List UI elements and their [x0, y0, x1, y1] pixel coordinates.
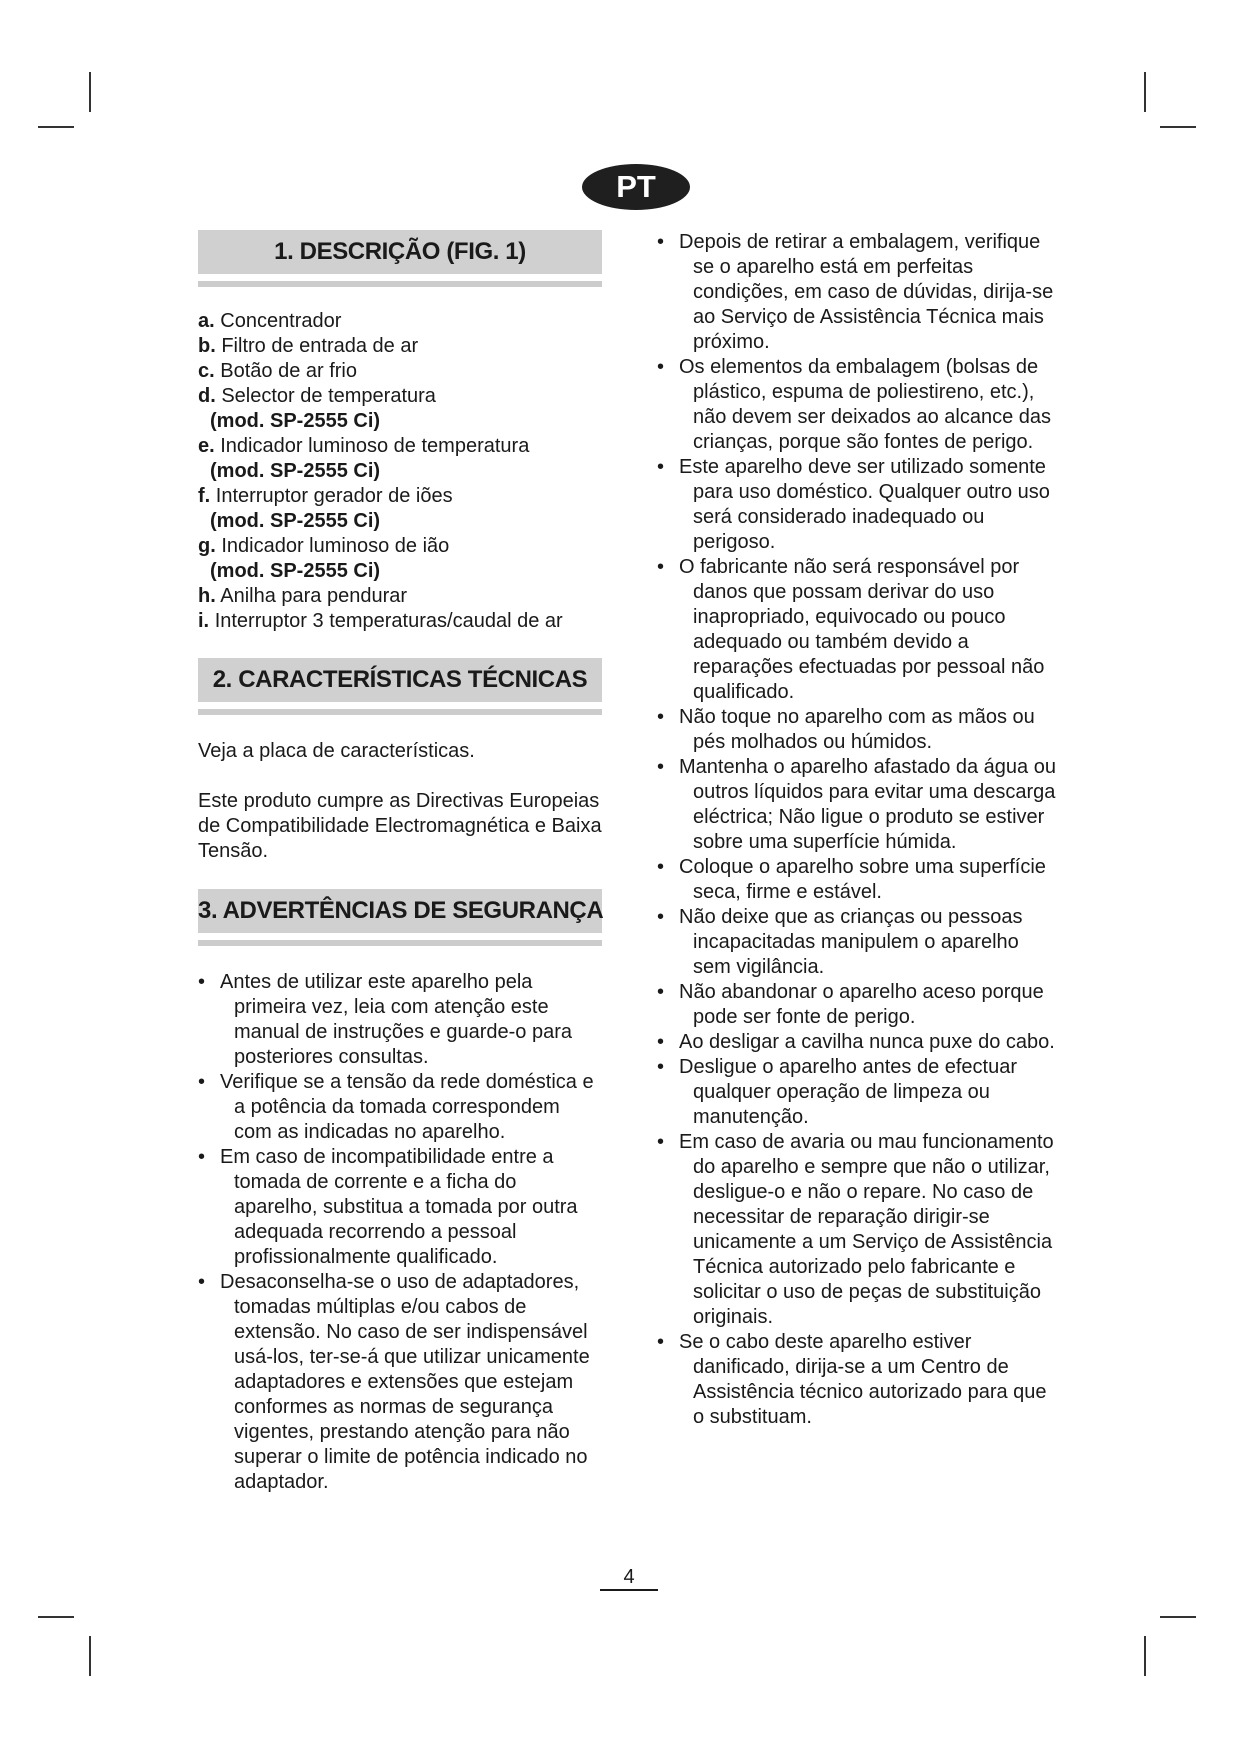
safety-warning-item: • Os elementos da embalagem (bolsas de plástico, espuma de poliestireno, etc.), não devem ser deixados ao alcance das crianças, porque são fontes de perigo. — [657, 355, 1057, 455]
safety-warning-item: • Em caso de avaria ou mau funcionamento do aparelho e sempre que não o utilizar, desligue-o e não o repare. No caso de necessitar de reparação dirigir-se unicamente a um Serviço de Assistência Técnica autorizado pelo fabricante e solicitar o uso de peças de substituição originais. — [657, 1130, 1057, 1330]
description-item — [198, 384, 602, 434]
crop-mark-bottom-right-vertical — [1144, 1636, 1146, 1676]
safety-warning-item: • Desligue o aparelho antes de efectuar qualquer operação de limpeza ou manutenção. — [657, 1055, 1057, 1130]
description-item — [198, 584, 602, 609]
safety-warning-item: • Mantenha o aparelho afastado da água ou outros líquidos para evitar uma descarga eléctrica; Não ligue o produto se estiver sobre uma superfície húmida. — [657, 755, 1057, 855]
safety-warning-item: • Não deixe que as crianças ou pessoas incapacitadas manipulem o aparelho sem vigilância. — [657, 905, 1057, 980]
item-model-note: (mod. SP-2555 Ci) — [210, 510, 381, 532]
safety-warning-item: • Verifique se a tensão da rede doméstica e a potência da tomada correspondem com as indicadas no aparelho. — [198, 1070, 602, 1145]
item-text: Interruptor 3 temperaturas/caudal de ar — [214, 610, 563, 632]
item-text: Selector de temperatura — [221, 385, 436, 407]
description-item — [198, 334, 602, 359]
description-item — [198, 484, 602, 534]
language-badge: PT — [582, 164, 690, 210]
item-letter: i. — [198, 610, 210, 632]
crop-mark-top-right-vertical — [1144, 72, 1146, 112]
safety-warning-item: • Coloque o aparelho sobre uma superfície seca, firme e estável. — [657, 855, 1057, 905]
compliance-note: Este produto cumpre as Directivas Europeias de Compatibilidade Electromagnética e Baixa Tensão. — [198, 790, 602, 862]
item-text: Indicador luminoso de ião — [221, 535, 450, 557]
item-letter: b. — [198, 335, 216, 357]
section-1-heading: 1. DESCRIÇÃO (FIG. 1) — [198, 230, 602, 274]
item-letter: c. — [198, 360, 215, 382]
safety-warning-item: • Não abandonar o aparelho aceso porque pode ser fonte de perigo. — [657, 980, 1057, 1030]
item-letter: e. — [198, 435, 215, 457]
item-letter: g. — [198, 535, 216, 557]
item-text: Anilha para pendurar — [220, 585, 408, 607]
safety-warning-item: • Antes de utilizar este aparelho pela primeira vez, leia com atenção este manual de instruções e guarde-o para posteriores consultas. — [198, 970, 602, 1070]
safety-warning-item: • Ao desligar a cavilha nunca puxe do cabo. — [657, 1030, 1057, 1055]
technical-note: Veja a placa de características. — [198, 740, 475, 762]
description-item — [198, 309, 602, 334]
item-text: Indicador luminoso de temperatura — [220, 435, 530, 457]
section-3-heading: 3. ADVERTÊNCIAS DE SEGURANÇA — [198, 889, 602, 933]
safety-warning-item: • Não toque no aparelho com as mãos ou pés molhados ou húmidos. — [657, 705, 1057, 755]
safety-warnings-right — [657, 230, 1057, 1430]
item-letter: h. — [198, 585, 216, 607]
section-2-heading: 2. CARACTERÍSTICAS TÉCNICAS — [198, 658, 602, 702]
item-letter: d. — [198, 385, 216, 407]
safety-warning-item: • Se o cabo deste aparelho estiver danificado, dirija-se a um Centro de Assistência técnico autorizado para que o substituam. — [657, 1330, 1057, 1430]
left-column — [198, 230, 602, 1495]
right-column — [657, 230, 1057, 1430]
item-model-note: (mod. SP-2555 Ci) — [210, 560, 381, 582]
crop-mark-top-right-horizontal — [1160, 126, 1196, 128]
crop-mark-bottom-left-horizontal — [38, 1616, 74, 1618]
item-model-note: (mod. SP-2555 Ci) — [210, 460, 381, 482]
safety-warning-item: • Este aparelho deve ser utilizado somente para uso doméstico. Qualquer outro uso será considerado inadequado ou perigoso. — [657, 455, 1057, 555]
safety-warning-item: • Desaconselha-se o uso de adaptadores, tomadas múltiplas e/ou cabos de extensão. No caso de ser indispensável usá-los, ter-se-á que utilizar unicamente adaptadores e extensões que estejam conformes as normas de segurança vigentes, prestando atenção para não superar o limite de potência indicado no adaptador. — [198, 1270, 602, 1495]
item-text: Filtro de entrada de ar — [221, 335, 419, 357]
page-number: 4 — [600, 1565, 658, 1591]
item-model-note: (mod. SP-2555 Ci) — [210, 410, 381, 432]
crop-mark-top-left-vertical — [89, 72, 91, 112]
safety-warning-item: • Em caso de incompatibilidade entre a tomada de corrente e a ficha do aparelho, substitua a tomada por outra adequada recorrendo a pessoal profissionalmente qualificado. — [198, 1145, 602, 1270]
item-text: Concentrador — [220, 310, 342, 332]
safety-warning-item: • O fabricante não será responsável por danos que possam derivar do uso inapropriado, equivocado ou pouco adequado ou também devido a reparações efectuadas por pessoal não qualificado. — [657, 555, 1057, 705]
crop-mark-bottom-right-horizontal — [1160, 1616, 1196, 1618]
description-list — [198, 309, 602, 634]
section-1-rule — [198, 281, 602, 287]
description-item — [198, 534, 602, 584]
description-item — [198, 609, 602, 634]
item-text: Botão de ar frio — [220, 360, 357, 382]
safety-warnings-left — [198, 970, 602, 1495]
item-letter: f. — [198, 485, 211, 507]
crop-mark-top-left-horizontal — [38, 126, 74, 128]
crop-mark-bottom-left-vertical — [89, 1636, 91, 1676]
item-text: Interruptor gerador de iões — [215, 485, 453, 507]
item-letter: a. — [198, 310, 215, 332]
description-item — [198, 359, 602, 384]
safety-warning-item: • Depois de retirar a embalagem, verifique se o aparelho está em perfeitas condições, em caso de dúvidas, dirija-se ao Serviço de Assistência Técnica mais próximo. — [657, 230, 1057, 355]
description-item — [198, 434, 602, 484]
